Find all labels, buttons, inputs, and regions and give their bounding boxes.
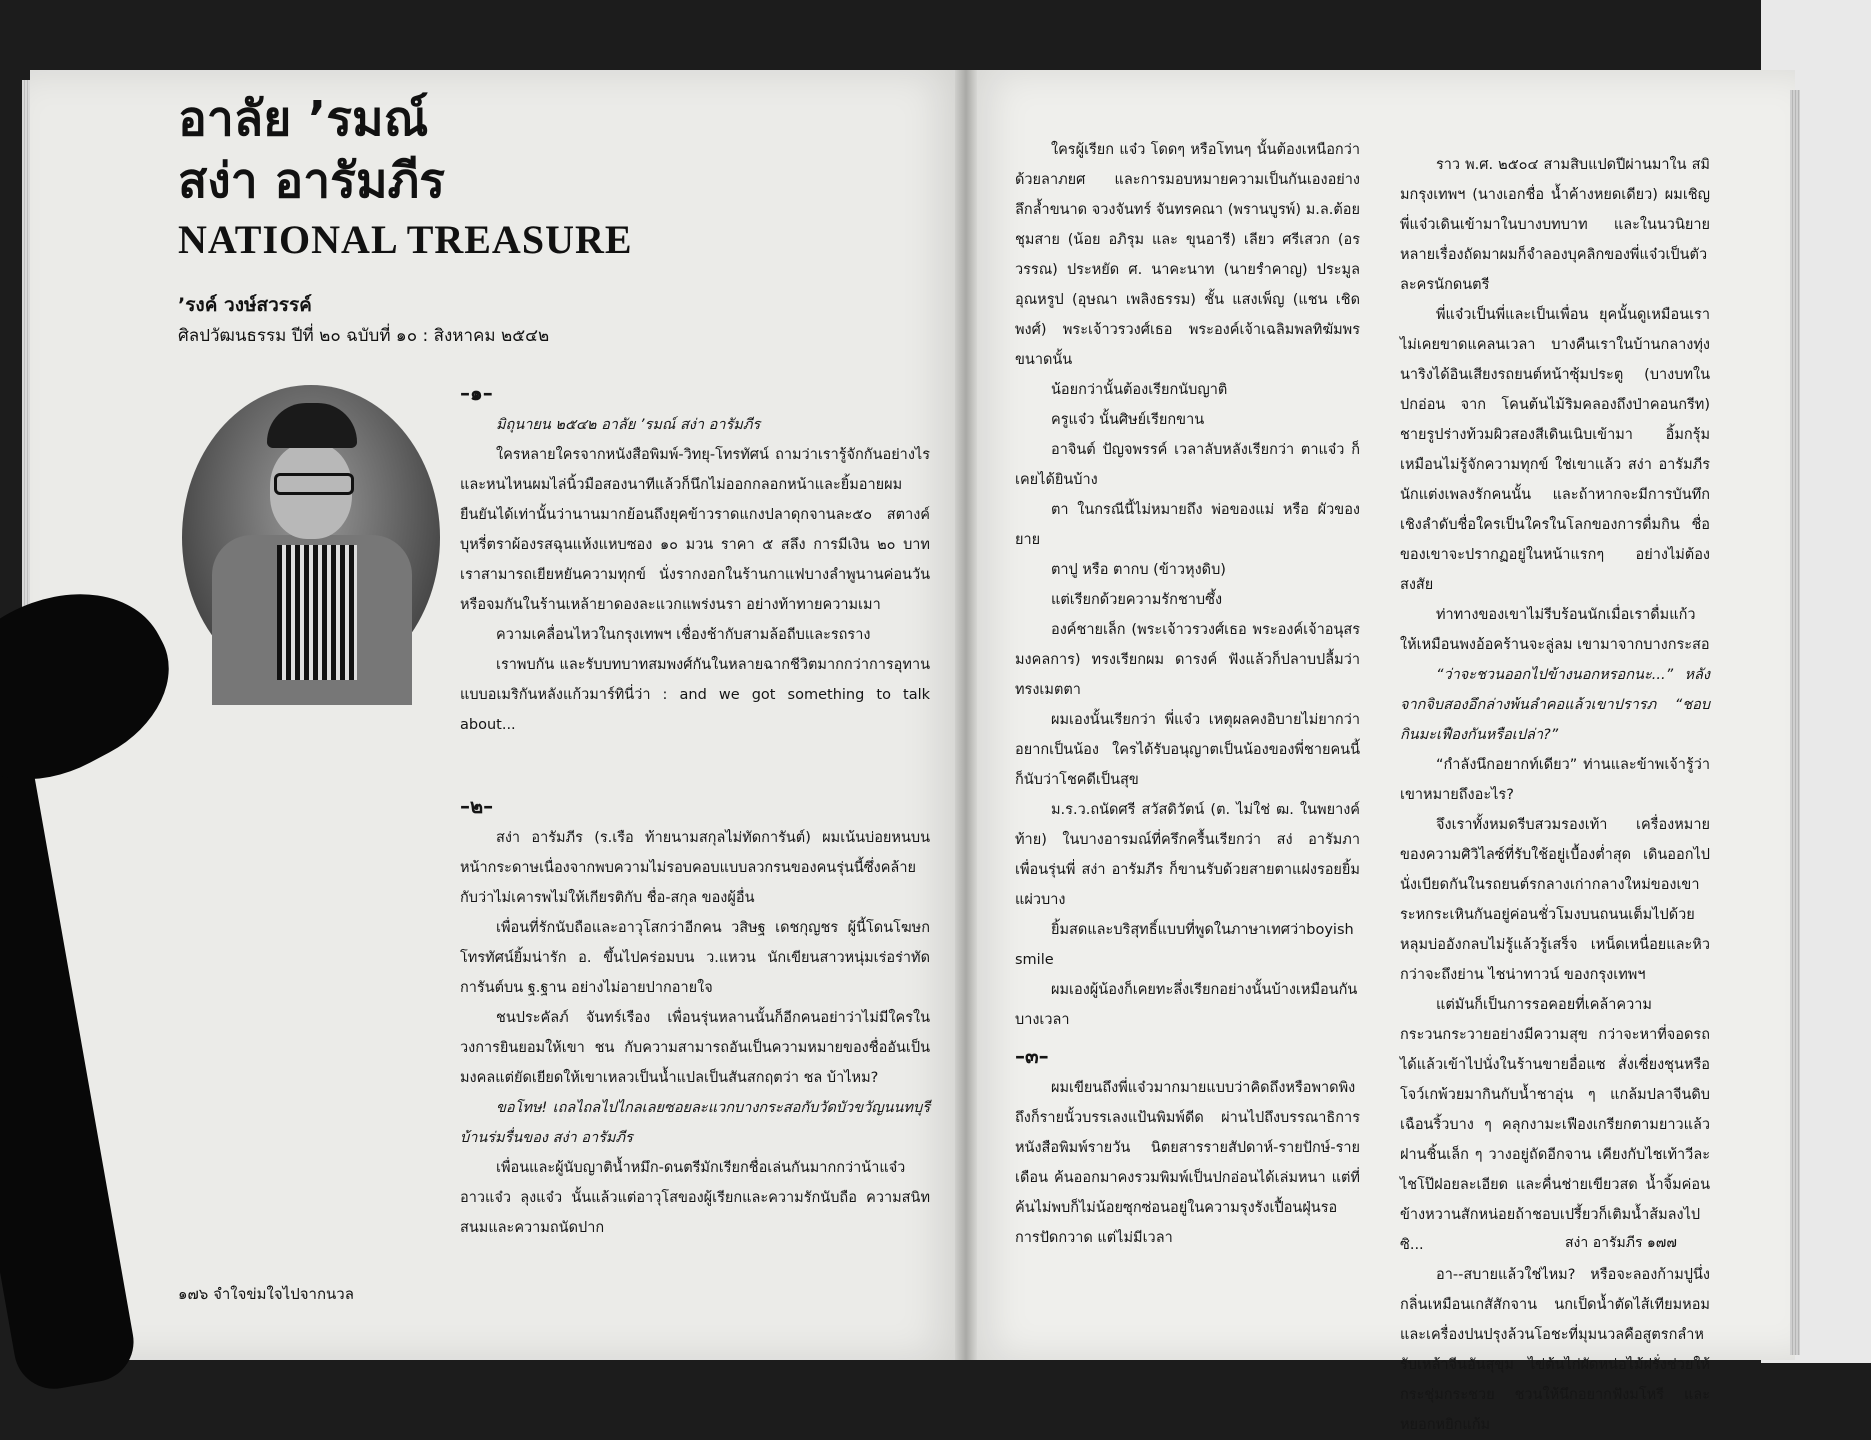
title-thai-line1: อาลัย ’รมณ์ — [178, 91, 429, 147]
paragraph: ผมเองผู้น้องก็เคยทะลึ่งเรียกอย่างนั้นบ้างเหมือนกันบางเวลา — [1015, 982, 1358, 1028]
paragraph: “กำลังนึกอยากท์เดียว” ท่านและข้าพเจ้ารู้ว่าเขาหมายถึงอะไร? — [1400, 757, 1710, 803]
paragraph: ใครหลายใครจากหนังสือพิมพ์-วิทยุ-โทรทัศน์ ถามว่าเรารู้จักกันอย่างไรและหนไหนผมไล่นิ้วมือสองนาทีแล้วก็นึกไม่ออกกลอกหน้าและยิ้มอายผมยืนยันได้เท่านั้นว่านานมากย้อนถึงยุคข้าวราดแกงปลาดุกจานละ๕๐ สตางค์ บุหรี่ตราผ้องรสฉุนแห้งแหบซอง ๑๐ มวน ราคา ๕ สลึง การมีเงิน ๒๐ บาท เราสามารถเยียหยันความทุกข์ นั่งรากงอกในร้านกาแฟบางลำพูนานค่อนวัน หรือจมกันในร้านเหล้ายาดองละแวกแพร่งนรา อย่างท้าทายความเมา — [460, 447, 930, 613]
paragraph: พี่แจ๋วเป็นพี่และเป็นเพื่อน ยุคนั้นดูเหมือนเราไม่เคยขาดแคลนเวลา บางคืนเราในบ้านกลางทุ่งนาริงได้อินเสียงรถยนต์หน้าซุ้มประตู (บางบทในปกอ่อน จาก โคนต้นไม้ริมคลองถึงป่าคอนกรีท) ชายรูปร่างท้วมผิวสองสีเดินเนิบเข้ามา อิ้มกรุ้มเหมือนไม่รู้จักความทุกข์ ใช่เขาแล้ว สง่า อารัมภีร นักแต่งเพลงรักคนนั้น และถ้าหากจะมีการบันทึกเชิงลำดับชื่อใครเป็นใครในโลกของการดื่มกิน ชื่อของเขาจะปรากฏอยู่ในหน้าแรกๆ อย่างไม่ต้องสงสัย — [1400, 307, 1710, 593]
paragraph: ใครผู้เรียก แจ๋ว โดดๆ หรือโทนๆ นั้นต้องเหนือกว่าด้วยลาภยศ และการมอบหมายความเป็นกันเองอย่างลึกล้ำขนาด จวงจันทร์ จันทรคณา (พรานบูรพ์) ม.ล.ต้อย ชุมสาย (น้อย อภิรุม และ ขุนอารี) เลียว ศรีเสวก (อรวรรณ) ประหยัด ศ. นาคะนาท (นายรำคาญ) ประมูล อุณหรูป (อุษณา เพลิงธรรม) ชั้น แสงเพ็ญ (แชน เชิดพงศ์) พระเจ้าวรวงศ์เธอ พระองค์เจ้าเฉลิมพลทิฆัมพร ขนาดนั้น — [1015, 142, 1360, 368]
photo-glasses — [274, 473, 354, 495]
portrait-photo — [182, 385, 440, 690]
book-gutter — [955, 70, 977, 1360]
paragraph: ม.ร.ว.ถนัดศรี สวัสดิวัตน์ (ต. ไม่ใช่ ฒ. ในพยางค์ท้าย) ในบางอารมณ์ที่ครึกครื้นเรียกว่า สง่ อารัมภา เพื่อนรุ่นพี่ สง่า อารัมภีร ก็ขานรับด้วยสายตาแฝงรอยยิ้มแผ่วบาง — [1015, 802, 1360, 908]
paragraph: ท่าทางของเขาไม่รีบร้อนนักเมื่อเราดื่มแก้วให้เหมือนพงอ้อคร้านจะลู่ลม เขามาจากบางกระสอ — [1400, 607, 1710, 653]
paragraph: สง่า อารัมภีร (ร.เรือ ท้ายนามสกุลไม่ทัดการันต์) ผมเน้นบ่อยหนบนหน้ากระดาษเนื่องจากพบความไม่รอบคอบแบบลวกรนของคนรุ่นนี้ซึ่งคล้ายกับว่าไม่เคารพไม่ให้เกียรติกับ ชื่อ-สกุล ของผู้อื่น — [460, 830, 930, 906]
paragraph: ขอโทษ! เถลไถลไปไกลเลยซอยละแวกบางกระสอกับวัดบัวขวัญนนทบุรี บ้านร่มรื่นของ สง่า อารัมภีร — [460, 1100, 930, 1146]
paragraph: เพื่อนที่รักนับถือและอาวุโสกว่าอีกคน วสิษฐ เดชกุญชร ผู้นี้โดนโฆษกโทรทัศน์ยิ้มน่ารัก อ. ขึ้นไปคร่อมบน ว.แหวน นักเขียนสาวหนุ่มเร่อร่าทัดการันต์บน ฐ.ฐาน อย่างไม่อายปากอายใจ — [460, 920, 930, 996]
paragraph: แต่มันก็เป็นการรอคอยที่เคล้าความกระวนกระวายอย่างมีความสุข กว่าจะหาที่จอดรถได้แล้วเข้าไปนั่งในร้านขายอื่อแซ สั่งเซี่ยงชุนหรือโจว์เกพ้วยมากินกับน้ำชาอุ่น ๆ แกล้มปลาจีนดิบเฉือนริ้วบาง ๆ คลุกงามะเฟืองเกรียกตามยาวแล้วฝานชิ้นเล็ก ๆ วางอยู่ถัดอีกจาน เคียงกับไชเท้าวีละไชโป๊ฝอยละเอียด และคื่นช่ายเขียวสด น้ำจิ้มค่อนข้างหวานสักหน่อยถ้าชอบเปรี้ยวก็เติมน้ำส้มลงไปซิ... — [1400, 997, 1710, 1253]
paragraph: อาจินต์ ปัญจพรรค์ เวลาลับหลังเรียกว่า ตาแจ๋ว ก็เคยได้ยินบ้าง — [1015, 442, 1360, 488]
author-byline: ’รงค์ วงษ์สวรรค์ — [178, 294, 312, 316]
paragraph: องค์ชายเล็ก (พระเจ้าวรวงศ์เธอ พระองค์เจ้าอนุสรมงคลการ) ทรงเรียกผม ดารงค์ ฟังแล้วก็ปลาบปลื้มว่าทรงเมตตา — [1015, 622, 1360, 698]
paragraph: ผมเขียนถึงพี่แจ๋วมากมายแบบว่าคิดถึงหรือพาดพิงถึงก็รายนั้วบรรเลงแป้นพิมพ์ดีด ผ่านไปถึงบรรณาธิการหนังสือพิมพ์รายวัน นิตยสารรายสัปดาห์-รายปักษ์-รายเดือน ค้นออกมาคงรวมพิมพ์เป็นปกอ่อนได้เล่มหนา แต่ที่ค้นไม่พบก็ไม่น้อยซุกซ่อนอยู่ในความรุงรังเปื้อนฝุ่นรอการปัดกวาด แต่ไม่มีเวลา — [1015, 1080, 1360, 1246]
paragraph: ราว พ.ศ. ๒๕๐๔ สามสิบแปดปีผ่านมาใน สมิมกรุงเทพฯ (นางเอกชื่อ น้ำค้างหยดเดียว) ผมเชิญพี่แจ๋วเดินเข้ามาในบางบทบาท และในนวนิยายหลายเรื่องถัดมาผมก็จำลองบุคลิกของพี่แจ๋วเป็นตัวละครนักดนตรี — [1400, 157, 1710, 293]
paragraph: แต่เรียกด้วยความรักชาบซึ้ง — [1051, 592, 1223, 608]
section-number-2: –๒– — [460, 794, 494, 818]
paragraph: ความเคลื่อนไหวในกรุงเทพฯ เชื่องช้ากับสามล้อถีบและรถราง — [496, 627, 871, 643]
right-column-1 — [1015, 135, 1360, 1253]
paragraph: ผมเองนั้นเรียกว่า พี่แจ๋ว เหตุผลคงอิบายไม่ยากว่าอยากเป็นน้อง ใครได้รับอนุญาตเป็นน้องของพี่ชายคนนี้ก็นับว่าโชคดีเป็นสุข — [1015, 712, 1360, 788]
paragraph: ตา ในกรณีนี้ไม่หมายถึง พ่อของแม่ หรือ ผัวของยาย — [1015, 502, 1360, 548]
title-english: NATIONAL TREASURE — [178, 217, 633, 262]
paragraph: จึงเราทั้งหมดรีบสวมรองเท้า เครื่องหมายของความศิวิไลซ์ที่รับใช้อยู่เบื้องต่ำสุด เดินออกไปนั่งเบียดกันในรถยนต์รกลางเก่ากลางใหม่ของเขา ระหกระเหินกันอยู่ค่อนชั่วโมงบนถนนเต็มไปด้วยหลุมบ่ออังกลบไม่รู้แล้วรู้เสร็จ เหน็ดเหนื่อยและหิวกว่าจะถึงย่าน ไชน่าทาวน์ ของกรุงเทพฯ — [1400, 817, 1710, 983]
paragraph: ครูแจ๋ว นั้นศิษย์เรียกขาน — [1051, 412, 1205, 428]
paragraph: น้อยกว่านั้นต้องเรียกนับญาติ — [1051, 382, 1228, 398]
paragraph: อา--สบายแล้วใช่ไหม? หรือจะลองก้ามปูนึ่งกลิ่นเหมือนเกสัสักจาน นกเป็ดน้ำตัดไส้เทียมหอมและเครื่องปนปรุงล้วนโอชะที่มุมนวลคือสูตรกลำหรับเหล้าจีนอันสุขุม ไข่ต้นไก่ผัดหน่อไม้ฝรั่งช่วยให้กระชุ่มกระชวย ชวนให้นึกอยากฟังมโหรี และหยอกหยิกแก้ม — [1400, 1267, 1710, 1433]
article-title — [178, 88, 633, 263]
photo-cap — [267, 403, 357, 448]
paragraph: เราพบกัน และรับบทบาทสมพงศ์กันในหลายฉากชีวิตมากกว่าการอุทานแบบอเมริกันหลังแก้วมาร์ทินี่ว่า : and we got something to talk about... — [460, 657, 930, 733]
title-thai-line2: สง่า อารัมภีร — [178, 153, 446, 209]
photo-accordion — [277, 545, 357, 680]
section-number-1: –๑– — [460, 381, 493, 405]
source-citation: ศิลปวัฒนธรรม ปีที่ ๒๐ ฉบับที่ ๑๐ : สิงหาคม ๒๕๔๒ — [178, 326, 550, 346]
left-column-section2 — [460, 785, 930, 1243]
paragraph: เพื่อนและผู้นับญาติน้ำหมึก-ดนตรีมักเรียกชื่อเล่นกันมากกว่าน้าแจ๋วอาวแจ๋ว ลุงแจ๋ว นั้นแล้วแต่อาวุโสของผู้เรียกและความรักนับถือ ความสนิทสนมและความถนัดปาก — [460, 1160, 930, 1236]
page-footer-right: สง่า อารัมภีร ๑๗๗ — [1565, 1235, 1677, 1251]
paragraph: “ว่าจะชวนออกไปข้างนอกหรอกนะ...” หลังจากจิบสองอึกล่างพ้นลำคอแล้วเขาปรารภ “ชอบกินมะเฟืองกันหรือเปล่า?” — [1400, 667, 1710, 743]
page-footer-left: ๑๗๖ จำใจข่มใจไปจากนวล — [178, 1285, 354, 1303]
paragraph: ยิ้มสดและบริสุทธิ์แบบที่พูดในภาษาเทศว่าboyish smile — [1015, 922, 1354, 968]
section-number-3: –๓– — [1015, 1044, 1049, 1068]
paragraph: ตาปู หรือ ตากบ (ข้าวหุงดิบ) — [1051, 562, 1226, 578]
paragraph: ชนประคัลภ์ จันทร์เรือง เพื่อนรุ่นหลานนั้นก็อีกคนอย่าว่าไม่มีใครในวงการยินยอมให้เขา ชน กับความสามารถอันเป็นความหมายของชื่ออันเป็นมงคลแต่ยัดเยียดให้เขาเหลวเป็นน้ำแปลเป็นสันสกฤตว่า ชล บ้าไหม? — [460, 1010, 930, 1086]
page-edges-right — [1790, 90, 1800, 1355]
left-column-section1 — [460, 372, 930, 740]
paragraph: มิถุนายน ๒๕๔๒ อาลัย ’รมณ์ สง่า อารัมภีร — [496, 417, 761, 433]
